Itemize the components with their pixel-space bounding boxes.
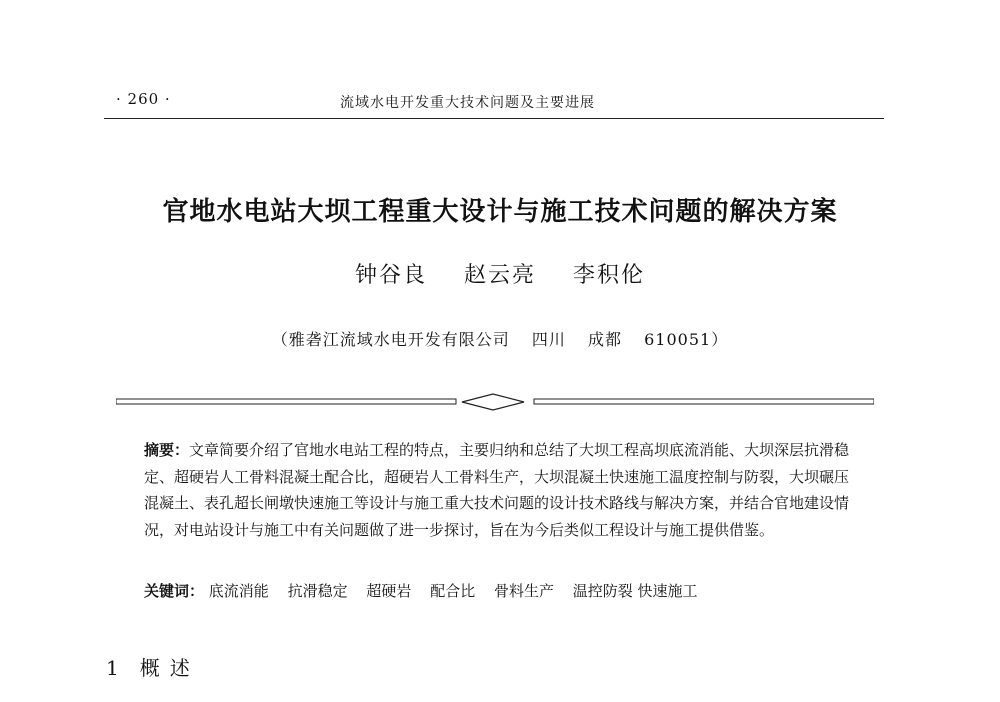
author-list bbox=[80, 258, 920, 289]
keywords-label: 关键词： bbox=[144, 582, 205, 600]
page-number: · 260 · bbox=[116, 90, 171, 108]
divider-right-bar bbox=[534, 399, 874, 404]
author-name: 钟谷良 bbox=[354, 263, 427, 288]
keyword: 超硬岩 bbox=[366, 582, 412, 600]
author-name: 赵云亮 bbox=[463, 263, 536, 288]
header-rule bbox=[104, 118, 884, 119]
abstract-text: 文章简要介绍了官地水电站工程的特点，主要归纳和总结了大坝工程高坝底流消能、大坝深层抗滑稳定、超硬岩人工骨料混凝土配合比，超硬岩人工骨料生产，大坝混凝土快速施工温度控制与防裂，大坝碾压混凝土、表孔超长闸墩快速施工等设计与施工重大技术问题的设计技术路线与解决方案，并结合官地建设情况，对电站设计与施工中有关问题做了进一步探讨，旨在为今后类似工程设计与施工提供借鉴。 bbox=[144, 441, 850, 539]
affiliation bbox=[80, 327, 920, 350]
abstract-label: 摘要： bbox=[144, 441, 190, 459]
keyword: 底流消能 bbox=[208, 582, 269, 600]
affiliation-organization: （雅砻江流域水电开发有限公司 bbox=[271, 330, 510, 349]
affiliation-postcode: 610051） bbox=[644, 330, 729, 349]
affiliation-province: 四川 bbox=[531, 330, 566, 349]
keyword: 配合比 bbox=[430, 582, 476, 600]
keyword: 抗滑稳定 bbox=[287, 582, 348, 600]
section-heading bbox=[106, 652, 200, 681]
article-title: 官地水电站大坝工程重大设计与施工技术问题的解决方案 bbox=[162, 197, 838, 227]
section-number: 1 bbox=[106, 656, 120, 680]
running-header: 流域水电开发重大技术问题及主要进展 bbox=[340, 95, 595, 111]
author-name: 李积伦 bbox=[573, 263, 646, 288]
section-title: 概述 bbox=[139, 656, 200, 680]
divider-left-bar bbox=[116, 399, 456, 404]
abstract bbox=[144, 437, 858, 543]
keywords bbox=[144, 580, 858, 601]
keyword: 温控防裂 快速施工 bbox=[572, 582, 698, 600]
ornamental-divider bbox=[116, 392, 874, 412]
keyword: 骨料生产 bbox=[493, 582, 554, 600]
affiliation-city: 成都 bbox=[588, 330, 623, 349]
body-text-cutoff bbox=[146, 694, 880, 702]
divider-diamond-icon bbox=[462, 394, 524, 410]
